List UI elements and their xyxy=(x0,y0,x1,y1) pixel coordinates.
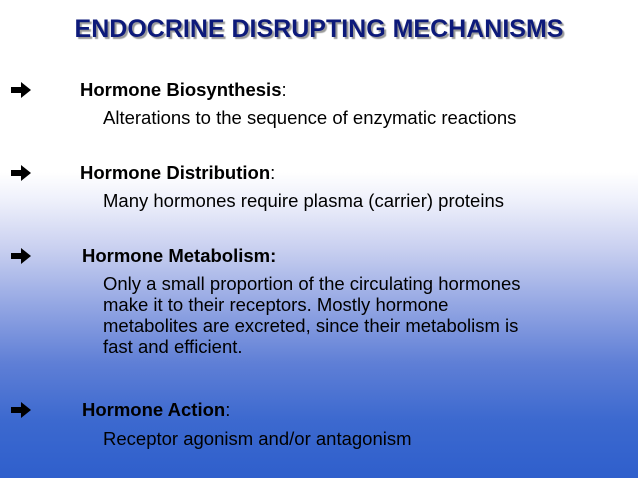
bullet-description xyxy=(103,428,623,449)
bullet-description xyxy=(103,273,623,357)
description-line: Receptor agonism and/or antagonism xyxy=(103,428,412,449)
description-line: fast and efficient. xyxy=(103,336,243,357)
bullet-heading: Hormone Biosynthesis: xyxy=(80,79,287,100)
description-line: make it to their receptors. Mostly hormone xyxy=(103,294,449,315)
right-arrow-icon xyxy=(10,246,32,266)
description-line: Only a small proportion of the circulating hormones xyxy=(103,273,521,294)
right-arrow-icon xyxy=(10,400,32,420)
right-arrow-icon xyxy=(10,80,32,100)
description-line: metabolites are excreted, since their metabolism is xyxy=(103,315,519,336)
bullet-description xyxy=(103,190,623,211)
bullet-heading: Hormone Action: xyxy=(82,399,231,420)
bullet-heading: Hormone Metabolism: xyxy=(82,245,277,266)
bullet-description xyxy=(103,107,623,128)
description-line: Alterations to the sequence of enzymatic reactions xyxy=(103,107,517,128)
description-line: Many hormones require plasma (carrier) proteins xyxy=(103,190,504,211)
right-arrow-icon xyxy=(10,163,32,183)
bullet-heading: Hormone Distribution: xyxy=(80,162,276,183)
slide-title: ENDOCRINE DISRUPTING MECHANISMS xyxy=(74,15,564,43)
